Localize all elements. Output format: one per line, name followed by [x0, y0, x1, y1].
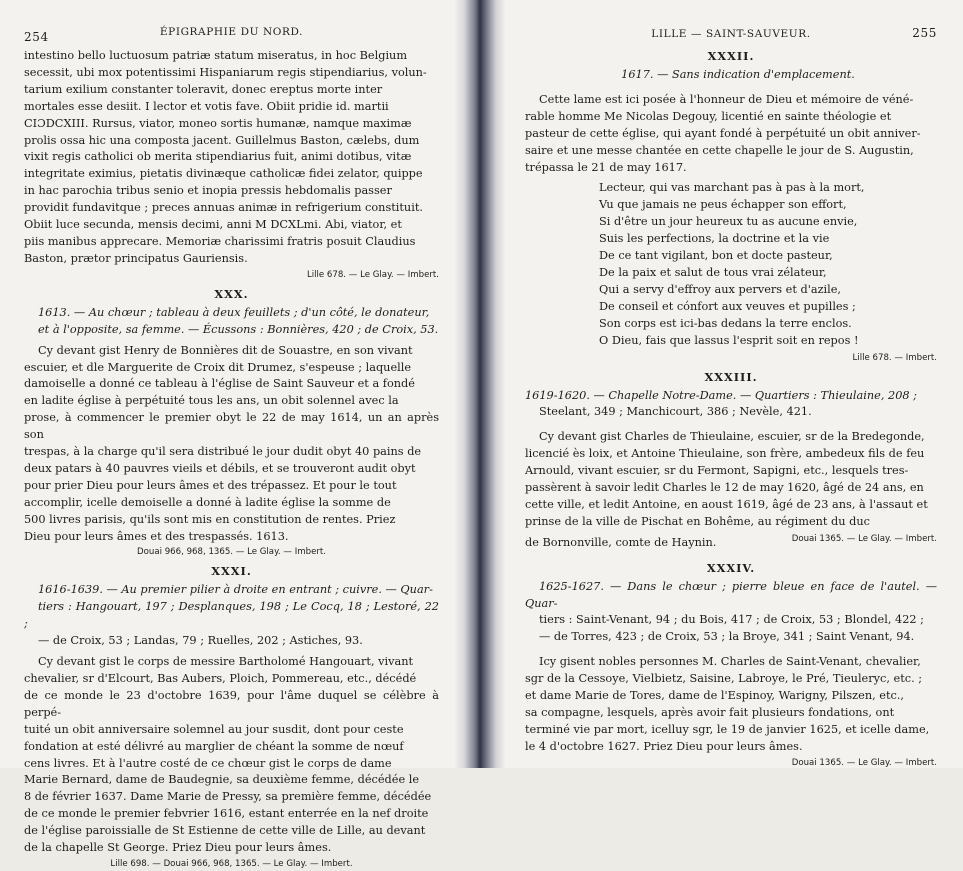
- source-citation: Lille 698. — Douai 966, 968, 1365. — Le Glay. — Imbert.: [110, 858, 353, 869]
- text-line: pasteur de cette église, qui ayant fondé à perpétuité un obit anniver-: [525, 126, 921, 140]
- section-header-line: 1616-1639. — Au premier pilier à droite en entrant ; cuivre. — Quar-: [38, 583, 433, 597]
- text-line: CIƆDCXIII. Rursus, viator, moneo sortis humanæ, namque maximæ: [24, 116, 412, 130]
- section-header-line: 1613. — Au chœur ; tableau à deux feuillets ; d'un côté, le donateur,: [38, 305, 430, 319]
- source-citation: Douai 966, 968, 1365. — Le Glay. — Imbert.: [137, 547, 326, 558]
- page-number-right: 255: [912, 26, 937, 40]
- section-xxxiii: [525, 369, 937, 552]
- text-line: et dame Marie de Tores, dame de l'Espinoy, Warigny, Pilszen, etc.,: [525, 689, 905, 703]
- page-number-left: 254: [24, 30, 49, 44]
- text-line: fondation at esté délivré au marglier de chéant la somme de nœuf: [24, 739, 404, 753]
- poem-line: O Dieu, fais que lassus l'esprit soit en repos !: [599, 333, 859, 347]
- right-page: [505, 0, 963, 768]
- text-line: Cy devant gist le corps de messire Bartholomé Hangouart, vivant: [38, 655, 414, 669]
- text-line: trépassa le 21 de may 1617.: [525, 160, 687, 174]
- text-line: en ladite église à perpétuité tous les ans, un obit solennel avec la: [24, 394, 399, 408]
- section-header-line: 1617. — Sans indication d'emplacement.: [621, 68, 855, 81]
- text-line: cens livres. Et à l'autre costé de ce chœur gist le corps de dame: [24, 756, 392, 770]
- text-line: trespas, à la charge qu'il sera distribué le jour dudit obyt 40 pains de: [24, 445, 422, 459]
- left-page: [0, 0, 455, 869]
- epitaph-poem: [525, 180, 937, 349]
- text-line: pour prier Dieu pour leurs âmes et des trépassez. Et pour le tout: [24, 478, 397, 492]
- poem-line: Si d'être un jour heureux tu as aucune envie,: [599, 215, 858, 229]
- source-citation: Douai 1365. — Le Glay. — Imbert.: [791, 757, 937, 768]
- text-line: vixit regis catholici ob merita stipendiarius fuit, animi dotibus, vitæ: [24, 150, 412, 164]
- text-line: prose, à commencer le premier obyt le 22 de may 1614, un an après son: [24, 411, 439, 442]
- text-line: prolis ossa hic una composta jacent. Guillelmus Baston, cælebs, dum: [24, 133, 420, 147]
- text-line: mortales esse desiit. I lector et votis fave. Obiit pridie id. martii: [24, 99, 389, 113]
- running-title-left: ÉPIGRAPHIE DU NORD.: [159, 26, 304, 38]
- text-line: licencié ès loix, et Antoine Thieulaine, son frère, ambedeux fils de feu: [525, 447, 925, 461]
- text-line: chevalier, sr d'Elcourt, Bas Aubers, Ploich, Pommereau, etc., décédé: [24, 672, 417, 685]
- section-title: XXXIII.: [704, 369, 758, 384]
- text-line: Dieu pour leurs âmes et des trespassés. 1613.: [24, 529, 289, 543]
- text-line: piis manibus apprecare. Memoriæ charissimi fratris posuit Claudius: [24, 234, 416, 248]
- section-header-line: — de Croix, 53 ; Landas, 79 ; Ruelles, 202 ; Astiches, 93.: [38, 634, 363, 648]
- section-title: XXXII.: [707, 49, 755, 63]
- source-citation: Lille 678. — Imbert.: [852, 352, 937, 363]
- section-xxxii: [525, 48, 937, 365]
- text-line: de ce monde le premier febvrier 1616, estant enterrée en la nef droite: [24, 807, 429, 821]
- text-line: Marie Bernard, dame de Baudegnie, sa deuxième femme, décédée le: [24, 773, 420, 787]
- text-line: tarium exilium constanter toleravit, donec ereptus morte inter: [24, 82, 383, 96]
- text-line: Arnould, vivant escuier, sr du Fermont, Sapigni, etc., lesquels tres-: [525, 464, 909, 478]
- section-title: XXXIV.: [706, 560, 756, 575]
- text-line: de Bornonville, comte de Haynin.: [525, 535, 717, 549]
- text-line: integritate eximius, pietatis divinæque catholicæ fidei zelator, quippe: [24, 167, 423, 181]
- running-head-left: [24, 26, 439, 48]
- poem-line: Lecteur, qui vas marchant pas à pas à la mort,: [599, 181, 865, 195]
- text-line: Icy gisent nobles personnes M. Charles de Saint-Venant, chevalier,: [539, 655, 921, 669]
- poem-line: De ce tant vigilant, bon et docte pasteur,: [599, 249, 833, 263]
- text-line: Cy devant gist Charles de Thieulaine, escuier, sr de la Bredegonde,: [539, 430, 925, 444]
- text-line: damoiselle a donné ce tableau à l'église de Saint Sauveur et a fondé: [24, 377, 415, 391]
- text-line: tuité un obit anniversaire solemnel au jour susdit, dont pour ceste: [24, 722, 404, 736]
- source-citation: Douai 1365. — Le Glay. — Imbert.: [791, 533, 937, 544]
- poem-line: Suis les perfections, la doctrine et la vie: [599, 232, 830, 246]
- running-title-right: LILLE — SAINT-SAUVEUR.: [651, 28, 811, 40]
- text-line: 8 de février 1637. Dame Marie de Pressy, sa première femme, décédée: [24, 790, 432, 804]
- section-title: XXXI.: [211, 564, 252, 579]
- poem-line: Qui a servy d'effroy aux pervers et d'azile,: [599, 282, 842, 296]
- text-line: Baston, prætor principatus Gauriensis.: [24, 251, 248, 265]
- section-xxxiv: [525, 560, 937, 770]
- text-line: sa compagne, lesquels, après avoir fait plusieurs fondations, ont: [525, 706, 895, 719]
- section-title: XXX.: [214, 286, 249, 301]
- text-line: cette ville, et ledit Antoine, en aoust 1619, âgé de 23 ans, à l'assaut et: [525, 497, 928, 511]
- text-line: accomplir, icelle demoiselle a donné à ladite église la somme de: [24, 495, 391, 509]
- text-line: rable homme Me Nicolas Degouy, licentié en sainte théologie et: [525, 109, 892, 123]
- text-line: Cette lame est ici posée à l'honneur de Dieu et mémoire de véné-: [539, 92, 914, 106]
- text-line: sgr de la Cessoye, Vielbietz, Saisine, Labroye, le Pré, Tieuleryc, etc. ;: [525, 672, 923, 686]
- source-citation: Lille 678. — Le Glay. — Imbert.: [306, 269, 439, 280]
- text-line: intestino bello luctuosum patriæ statum miseratus, in hoc Belgium: [24, 49, 408, 62]
- text-line: 500 livres parisis, qu'ils sont mis en constitution de rentes. Priez: [24, 512, 396, 526]
- poem-line: Son corps est ici-bas dedans la terre enclos.: [599, 316, 852, 330]
- text-line: secessit, ubi mox potentissimi Hispaniarum regis stipendiarius, volun-: [24, 65, 427, 79]
- section-header-line: — de Torres, 423 ; de Croix, 53 ; la Broye, 341 ; Saint Venant, 94.: [539, 630, 915, 644]
- section-header-line: tiers : Saint-Venant, 94 ; du Bois, 417 ; de Croix, 53 ; Blondel, 422 ;: [539, 613, 924, 627]
- text-line: deux patars à 40 pauvres vieils et débils, et se trouveront audit obyt: [24, 461, 416, 475]
- text-line: prinse de la ville de Pischat en Bohême, au régiment du duc: [525, 514, 870, 528]
- text-line: Cy devant gist Henry de Bonnières dit de Souastre, en son vivant: [38, 343, 413, 357]
- section-header-line: Steelant, 349 ; Manchicourt, 386 ; Nevèle, 421.: [539, 405, 812, 419]
- poem-line: De conseil et cónfort aux veuves et pupilles ;: [599, 299, 856, 313]
- section-header-line: 1625-1627. — Dans le chœur ; pierre bleue en face de l'autel. — Quar-: [525, 579, 937, 610]
- section-header-line: tiers : Hangouart, 197 ; Desplanques, 198 ; Le Cocq, 18 ; Lestoré, 22 ;: [24, 600, 439, 631]
- text-line: de ce monde le 23 d'octobre 1639, pour l'âme duquel se célèbre à perpé-: [24, 688, 439, 719]
- text-line: saire et une messe chantée en cette chapelle le jour de S. Augustin,: [525, 143, 914, 157]
- book-gutter: [455, 0, 505, 768]
- poem-line: Vu que jamais ne peus échapper son effort,: [599, 198, 847, 212]
- text-line: Obiit luce secunda, mensis decimi, anni M DCXLmi. Abi, viator, et: [24, 218, 402, 232]
- text-line: escuier, et dle Marguerite de Croix dit Drumez, s'espeuse ; laquelle: [24, 360, 412, 374]
- text-line: terminé vie par mort, icelluy sgr, le 19 de janvier 1625, et icelle dame,: [525, 722, 930, 736]
- section-xxxi: [24, 563, 439, 871]
- text-line: le 4 d'octobre 1627. Priez Dieu pour leurs âmes.: [525, 739, 803, 753]
- poem-line: De la paix et salut de tous vrai zélateur,: [599, 265, 827, 279]
- intro-paragraph: [24, 48, 439, 268]
- text-line: in hac parochia tribus senio et inopia pressis hebdomalis passer: [24, 184, 392, 198]
- text-line: providit fundavitque ; preces annuas animæ in refrigerium constituit.: [24, 201, 423, 215]
- section-header-line: 1619-1620. — Chapelle Notre-Dame. — Quartiers : Thieulaine, 208 ;: [525, 388, 917, 402]
- text-line: de l'église paroissialle de St Estienne de cette ville de Lille, au devant: [24, 824, 426, 838]
- text-line: de la chapelle St George. Priez Dieu pour leurs âmes.: [24, 841, 332, 855]
- text-line: passèrent à savoir ledit Charles le 12 de may 1620, âgé de 24 ans, en: [525, 481, 924, 495]
- running-head-right: [525, 26, 937, 48]
- section-xxx: [24, 286, 439, 560]
- section-header-line: et à l'opposite, sa femme. — Écussons : Bonnières, 420 ; de Croix, 53.: [38, 322, 439, 336]
